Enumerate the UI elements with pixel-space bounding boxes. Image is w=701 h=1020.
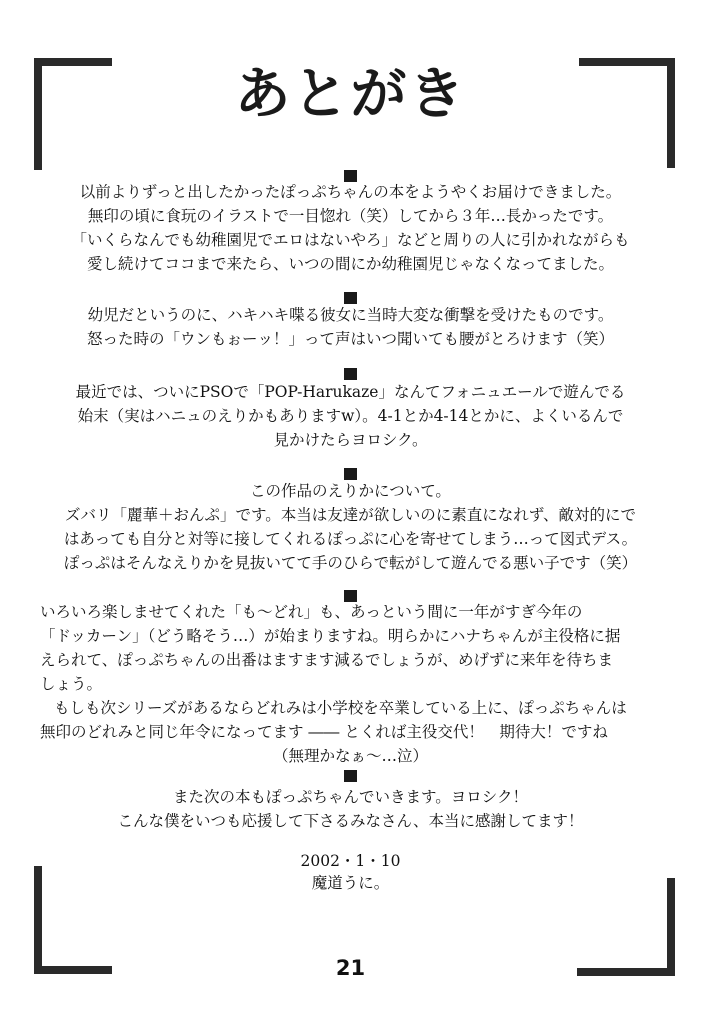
section-1-line-1: 以前よりずっと出したかったぽっぷちゃんの本をようやくお届けできました。 bbox=[79, 183, 622, 201]
section-6 bbox=[40, 785, 661, 833]
footer-author: 魔道うに。 bbox=[311, 874, 390, 892]
section-marker-icon bbox=[344, 368, 357, 380]
section-5-line-7: （無理かなぁ～…泣） bbox=[272, 747, 428, 765]
section-2-line-2: 怒った時の「ウンもぉーッ！」って声はいつ聞いても腰がとろけます（笑） bbox=[86, 330, 614, 348]
section-4-line-1: この作品のえりかについて。 bbox=[250, 482, 451, 500]
page-title: あとがき bbox=[234, 62, 467, 127]
page-number: 21 bbox=[335, 956, 366, 980]
signature bbox=[0, 850, 701, 894]
section-5-line-4: しょう。 bbox=[40, 675, 103, 693]
section-3-line-2: 始末（実はハニュのえりかもありますw）。4-1とか4-14とかに、よくいるんで bbox=[77, 407, 624, 425]
section-4-line-3: はあっても自分と対等に接してくれるぽっぷに心を寄せてしまう…って図式デス。 bbox=[63, 530, 638, 548]
section-6-line-1: また次の本もぽっぷちゃんでいきます。ヨロシク！ bbox=[173, 788, 528, 806]
section-5 bbox=[40, 600, 661, 768]
section-marker-icon bbox=[344, 770, 357, 782]
section-2 bbox=[40, 303, 661, 351]
section-6-line-2: こんな僕をいつも応援して下さるみなさん、本当に感謝してます！ bbox=[117, 812, 584, 830]
section-1-line-3: 「いくらなんでも幼稚園児でエロはないやろ」などと周りの人に引かれながらも bbox=[71, 231, 630, 249]
section-3 bbox=[40, 380, 661, 452]
section-5-line-5: もしも次シリーズがあるならどれみは小学校を卒業している上に、ぽっぷちゃんは bbox=[54, 699, 627, 717]
section-5-line-6: 無印のどれみと同じ年令になってます ―― とくれば主役交代！ 期待大！ですね bbox=[40, 723, 608, 741]
section-5-line-3: えられて、ぽっぷちゃんの出番はますます減るでしょうが、めげずに来年を待ちま bbox=[40, 651, 614, 669]
section-5-line-2: 「ドッカーン」（どう略そう…）が始まりますね。明らかにハナちゃんが主役格に据 bbox=[40, 627, 621, 645]
section-4-line-4: ぽっぷはそんなえりかを見抜いてて手のひらで転がして遊んでる悪い子です（笑） bbox=[63, 554, 638, 572]
footer-date: 2002・1・10 bbox=[300, 852, 401, 870]
section-4 bbox=[40, 479, 661, 575]
section-3-line-1: 最近では、ついにPSOで「POP-Harukaze」なんてフォニュエールで遊んでる bbox=[75, 383, 626, 401]
section-1-line-2: 無印の頃に食玩のイラストで一目惚れ（笑）してから３年…長かったです。 bbox=[87, 207, 614, 225]
section-1-line-4: 愛し続けてココまで来たら、いつの間にか幼稚園児じゃなくなってました。 bbox=[86, 255, 614, 273]
section-3-line-3: 見かけたらヨロシク。 bbox=[273, 431, 428, 449]
section-4-line-2: ズバリ「麗華＋おんぷ」です。本当は友達が欲しいのに素直になれず、敵対的にで bbox=[64, 506, 637, 524]
section-2-line-1: 幼児だというのに、ハキハキ喋る彼女に当時大変な衝撃を受けたものです。 bbox=[87, 306, 614, 324]
section-5-line-1: いろいろ楽しませてくれた「も～どれ」も、あっという間に一年がすぎ今年の bbox=[40, 603, 583, 621]
section-1 bbox=[40, 180, 661, 276]
